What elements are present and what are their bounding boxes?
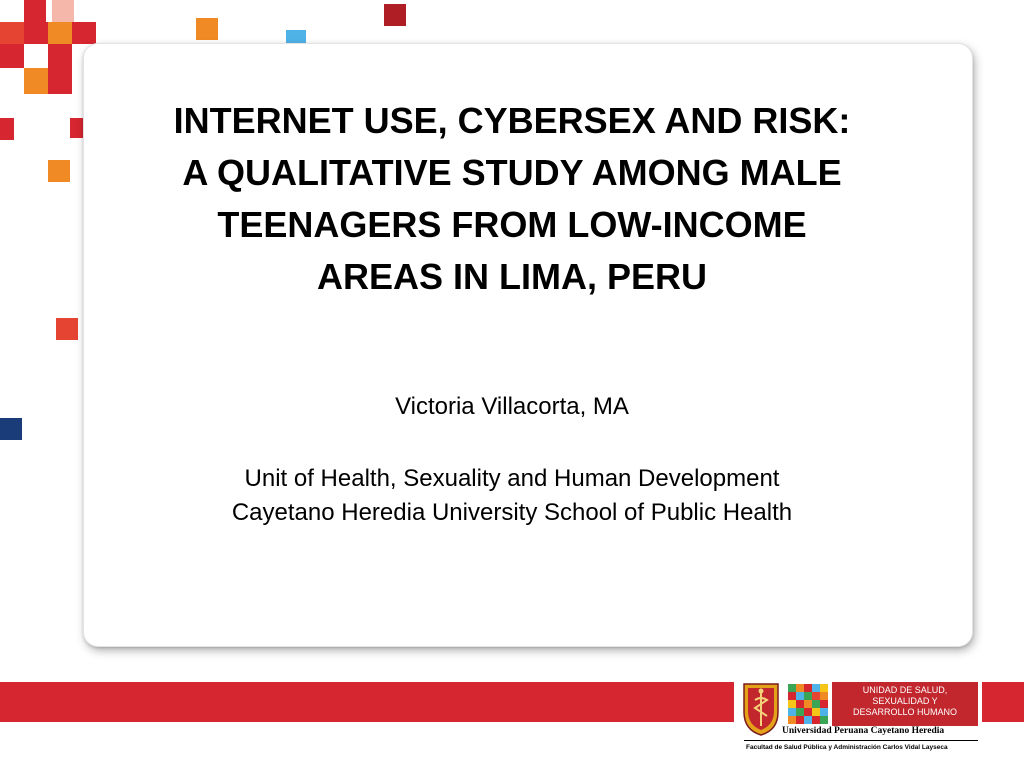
mosaic-square: [286, 30, 306, 44]
mosaic-square: [72, 22, 96, 44]
mosaic-square: [48, 22, 72, 44]
mosaic-square: [56, 318, 78, 340]
faculty-name: Facultad de Salud Pública y Administración Carlos Vidal Layseca: [746, 744, 948, 751]
affiliation-unit: Unit of Health, Sexuality and Human Development: [244, 465, 780, 492]
slide-title: INTERNET USE, CYBERSEX AND RISK: A QUALITATIVE STUDY AMONG MALE TEENAGERS FROM LOW-INCOME AREAS IN LIMA, PERU: [173, 100, 851, 297]
university-name: Universidad Peruana Cayetano Heredia: [782, 726, 945, 736]
mosaic-square: [24, 22, 48, 44]
footer-band-right: [980, 682, 1024, 722]
mosaic-square: [24, 68, 48, 94]
mosaic-square: [24, 44, 48, 68]
footer-band: [0, 682, 734, 722]
unit-name-line: UNIDAD DE SALUD,: [862, 685, 948, 695]
affiliation-school: Cayetano Heredia University School of Public Health: [231, 499, 793, 526]
university-crest-icon: [742, 682, 780, 736]
logo-mosaic-icon: [788, 684, 830, 726]
logo-divider: [744, 740, 978, 741]
affiliation: [0, 462, 1024, 530]
unit-name-line: SEXUALIDAD Y: [872, 696, 938, 706]
mosaic-square: [48, 44, 72, 68]
unit-name-line: DESARROLLO HUMANO: [852, 707, 958, 717]
mosaic-square: [384, 4, 406, 26]
mosaic-square: [24, 0, 46, 22]
unit-name-box: [832, 682, 978, 726]
author-name: Victoria Villacorta, MA: [395, 393, 629, 420]
mosaic-square: [196, 18, 218, 40]
mosaic-square: [0, 44, 24, 68]
mosaic-square: [48, 68, 72, 94]
institution-logo: [736, 678, 982, 764]
mosaic-square: [52, 0, 74, 22]
mosaic-square: [0, 22, 24, 44]
